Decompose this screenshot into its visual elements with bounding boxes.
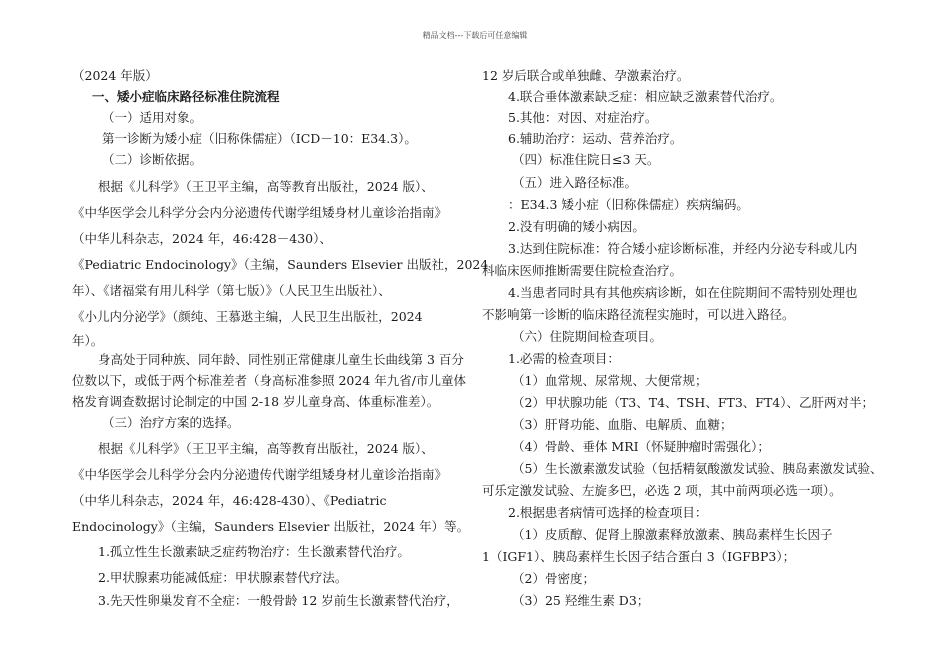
text-line: 3.先天性卵巢发育不全症：一般骨龄 12 岁前生长激素替代治疗， [98, 593, 459, 608]
text-line: （3）25 羟维生素 D3； [512, 593, 650, 608]
text-line: 2.根据患者病情可选择的检查项目： [508, 505, 708, 520]
text-line: 根据《儿科学》（王卫平主编，高等教育出版社，2024 版）、 [98, 179, 434, 194]
text-line: ：E34.3 矮小症（旧称侏儒症）疾病编码。 [508, 197, 749, 212]
text-line: （4）骨龄、垂体 MRI（怀疑肿瘤时需强化）； [512, 439, 770, 454]
text-line: （二）诊断依据。 [102, 152, 203, 167]
text-line: 身高处于同种族、同年龄、同性别正常健康儿童生长曲线第 3 百分 [98, 352, 464, 367]
text-line: 《小儿内分泌学》（颜纯、王慕逖主编，人民卫生出版社，2024 [72, 309, 423, 324]
text-line: 第一诊断为矮小症（旧称侏儒症）（ICD－10：E34.3）。 [102, 131, 417, 146]
text-line: 1.必需的检查项目： [508, 351, 620, 366]
text-line: 《中华医学会儿科学分会内分泌遗传代谢学组矮身材儿童诊治指南》 [72, 467, 448, 482]
text-line: 2.甲状腺素功能减低症：甲状腺素替代疗法。 [98, 570, 348, 585]
text-line: （1）皮质醇、促肾上腺激素释放激素、胰岛素样生长因子 [512, 527, 833, 542]
text-line: （六）住院期间检查项目。 [512, 329, 663, 344]
text-line: （2）甲状腺功能（T3、T4、TSH、FT3、FT4）、乙肝两对半； [512, 395, 875, 410]
text-line: （2024 年版） [72, 68, 158, 83]
text-line: 6.辅助治疗：运动、营养治疗。 [508, 131, 683, 146]
text-line: 4.联合垂体激素缺乏症：相应缺乏激素替代治疗。 [508, 89, 783, 104]
text-line: 1.孤立性生长激素缺乏症药物治疗：生长激素替代治疗。 [98, 544, 410, 559]
text-line: 年）、《诸福棠有用儿科学（第七版）》（人民卫生出版社）、 [72, 283, 391, 298]
text-line: 3.达到住院标准：符合矮小症诊断标准，并经内分泌专科或儿内 [508, 241, 858, 256]
text-line: 《中华医学会儿科学分会内分泌遗传代谢学组矮身材儿童诊治指南》 [72, 205, 448, 220]
text-line: （中华儿科杂志，2024 年，46:428-430）、《Pediatric [72, 493, 387, 508]
text-line: （四）标准住院日≤3 天。 [512, 152, 660, 167]
text-line: 年）。 [72, 333, 104, 348]
text-line: （三）治疗方案的选择。 [102, 415, 240, 430]
text-line: 不影响第一诊断的临床路径流程实施时，可以进入路径。 [482, 307, 795, 322]
text-line: Endocinology》（主编，Saunders Elsevier 出版社，2024 年）等。 [72, 519, 470, 534]
text-line: 科临床医师推断需要住院检查治疗。 [482, 263, 683, 278]
text-line: 2.没有明确的矮小病因。 [508, 219, 645, 234]
text-line: 位数以下，或低于两个标准差者（身高标准参照 2024 年九省/市儿童体 [72, 373, 466, 388]
text-line: 4.当患者同时具有其他疾病诊断，如在住院期间不需特别处理也 [508, 285, 858, 300]
text-line: （3）肝肾功能、血脂、电解质、血糖； [512, 417, 733, 432]
text-line: （5）生长激素激发试验（包括精氨酸激发试验、胰岛素激发试验、 [512, 461, 883, 476]
text-line: 可乐定激发试验、左旋多巴，必选 2 项，其中前两项必选一项）。 [482, 483, 842, 498]
text-line: 格发育调查数据讨论制定的中国 2-18 岁儿童身高、体重标准差）。 [72, 394, 440, 409]
text-line: 根据《儿科学》（王卫平主编，高等教育出版社，2024 版）、 [98, 441, 434, 456]
text-line: 一、矮小症临床路径标准住院流程 [92, 89, 280, 104]
text-line: （五）进入路径标准。 [512, 175, 638, 190]
text-line: 12 岁后联合或单独雌、孕激素治疗。 [482, 68, 690, 83]
text-line: （一）适用对象。 [102, 110, 203, 125]
page-header: 精品文档---下载后可任意编辑 [422, 31, 528, 40]
text-line: 《Pediatric Endocinology》（主编，Saunders Elsevier 出版社，2024 [72, 257, 489, 272]
text-line: （2）骨密度； [512, 571, 595, 586]
text-line: 1（IGF1）、胰岛素样生长因子结合蛋白 3（IGFBP3）； [482, 549, 796, 564]
text-line: （中华儿科杂志，2024 年，46:428－430）、 [72, 231, 332, 246]
text-line: （1）血常规、尿常规、大便常规； [512, 373, 708, 388]
text-line: 5.其他：对因、对症治疗。 [508, 110, 658, 125]
